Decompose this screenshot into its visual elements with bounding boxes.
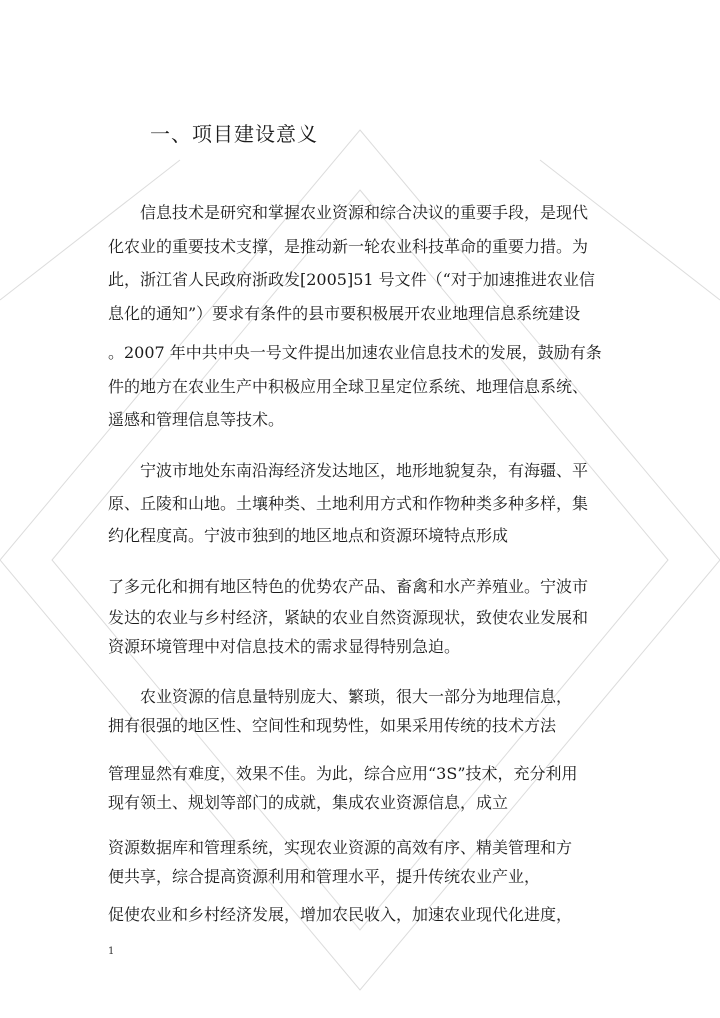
paragraph-line: 原、丘陵和山地。土壤种类、土地利用方式和作物种类多种多样，集 <box>108 494 589 513</box>
paragraph-line: 便共享，综合提高资源利用和管理水平，提升传统农业产业， <box>108 867 541 886</box>
paragraph-line: 管理显然有难度，效果不佳。为此，综合应用“3S”技术，充分利用 <box>108 764 578 783</box>
paragraph-line: 促使农业和乡村经济发展，增加农民收入，加速农业现代化进度， <box>108 905 573 924</box>
paragraph-line: 遥感和管理信息等技术。 <box>108 410 285 429</box>
page-number: 1 <box>108 946 115 957</box>
paragraph-line: 了多元化和拥有地区特色的优势农产品、畜禽和水产养殖业。宁波市 <box>108 577 589 596</box>
paragraph-line: 信息技术是研究和掌握农业资源和综合决议的重要手段，是现代 <box>140 203 589 222</box>
paragraph-line: 拥有很强的地区性、空间性和现势性，如果采用传统的技术方法 <box>108 716 557 735</box>
paragraph-line: 此，浙江省人民政府浙政发[2005]51 号文件（“对于加速推进农业信 <box>108 270 595 289</box>
paragraph-line: 资源数据库和管理系统，实现农业资源的高效有序、精美管理和方 <box>108 838 573 857</box>
paragraph-line: 息化的通知”）要求有条件的县市要积极展开农业地理信息系统建设 <box>108 304 581 323</box>
section-heading: 一、项目建设意义 <box>150 122 318 146</box>
paragraph-line: 现有领土、规划等部门的成就，集成农业资源信息，成立 <box>108 793 509 812</box>
paragraph-line: 件的地方在农业生产中积极应用全球卫星定位系统、地理信息系统、 <box>108 377 589 396</box>
paragraph-line: 农业资源的信息量特别庞大、繁琐，很大一部分为地理信息， <box>140 687 573 706</box>
paragraph-line: 宁波市地处东南沿海经济发达地区，地形地貌复杂，有海疆、平 <box>140 461 589 480</box>
paragraph-line: 发达的农业与乡村经济，紧缺的农业自然资源现状，致使农业发展和 <box>108 608 589 627</box>
paragraph-line: 资源环境管理中对信息技术的需求显得特别急迫。 <box>108 637 461 656</box>
paragraph-line: 。2007 年中共中央一号文件提出加速农业信息技术的发展，鼓励有条 <box>108 343 602 362</box>
paragraph-line: 约化程度高。宁波市独到的地区地点和资源环境特点形成 <box>108 526 509 545</box>
paragraph-line: 化农业的重要技术支撑，是推动新一轮农业科技革命的重要力措。为 <box>108 237 589 256</box>
